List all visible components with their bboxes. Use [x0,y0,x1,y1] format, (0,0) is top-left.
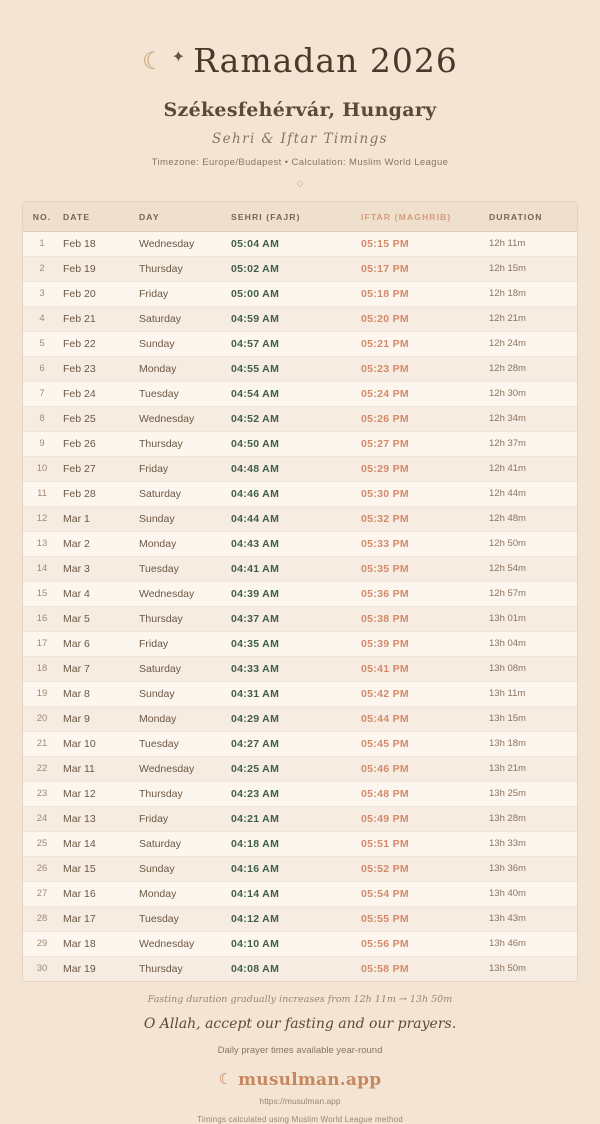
title-row [0,22,600,101]
cell-duration: 12h 18m [489,281,577,306]
cell-sehri: 05:04 AM [231,231,361,256]
table-row [23,481,577,506]
cell-sehri: 04:43 AM [231,531,361,556]
cell-iftar: 05:30 PM [361,481,489,506]
cell-date: Feb 25 [61,406,139,431]
cell-sehri: 04:54 AM [231,381,361,406]
cell-sehri: 04:59 AM [231,306,361,331]
cell-no: 21 [23,731,61,756]
cell-iftar: 05:49 PM [361,806,489,831]
cell-iftar: 05:15 PM [361,231,489,256]
cell-sehri: 04:14 AM [231,881,361,906]
cell-iftar: 05:42 PM [361,681,489,706]
brand-url[interactable]: https://musulman.app [259,1095,341,1106]
table-row [23,731,577,756]
cell-iftar: 05:38 PM [361,606,489,631]
cell-date: Mar 7 [61,656,139,681]
cell-duration: 13h 50m [489,956,577,981]
cell-date: Feb 20 [61,281,139,306]
timezone-calculation-meta: Timezone: Europe/Budapest • Calculation: Muslim World League [151,156,449,168]
table-row [23,706,577,731]
cell-no: 14 [23,556,61,581]
cell-date: Mar 19 [61,956,139,981]
diamond-divider-icon: ◇ [296,177,304,188]
cell-iftar: 05:18 PM [361,281,489,306]
cell-no: 3 [23,281,61,306]
cell-day: Sunday [139,331,231,356]
column-header-no: NO. [23,202,61,232]
cell-duration: 13h 04m [489,631,577,656]
star-icon: ✦ [171,49,186,67]
cell-no: 11 [23,481,61,506]
table-row [23,381,577,406]
cell-sehri: 04:27 AM [231,731,361,756]
cell-no: 18 [23,656,61,681]
cell-sehri: 04:08 AM [231,956,361,981]
cell-sehri: 04:29 AM [231,706,361,731]
cell-iftar: 05:32 PM [361,506,489,531]
table-row [23,931,577,956]
cell-date: Mar 13 [61,806,139,831]
cell-iftar: 05:27 PM [361,431,489,456]
column-header-date: DATE [61,202,139,232]
cell-no: 17 [23,631,61,656]
cell-duration: 12h 37m [489,431,577,456]
cell-no: 29 [23,931,61,956]
table-row [23,906,577,931]
cell-no: 22 [23,756,61,781]
cell-day: Monday [139,881,231,906]
cell-duration: 12h 44m [489,481,577,506]
cell-day: Thursday [139,606,231,631]
cell-duration: 12h 54m [489,556,577,581]
cell-day: Friday [139,631,231,656]
cell-date: Mar 17 [61,906,139,931]
cell-no: 2 [23,256,61,281]
table-row [23,231,577,256]
cell-iftar: 05:41 PM [361,656,489,681]
cell-duration: 12h 21m [489,306,577,331]
cell-day: Saturday [139,306,231,331]
cell-iftar: 05:48 PM [361,781,489,806]
table-row [23,581,577,606]
calculation-method-note: Timings calculated using Muslim World League method [197,1114,403,1124]
table-row [23,856,577,881]
table-row [23,431,577,456]
cell-sehri: 04:46 AM [231,481,361,506]
cell-sehri: 04:39 AM [231,581,361,606]
cell-iftar: 05:35 PM [361,556,489,581]
cell-day: Saturday [139,656,231,681]
cell-sehri: 04:55 AM [231,356,361,381]
cell-day: Monday [139,531,231,556]
cell-no: 1 [23,231,61,256]
cell-duration: 13h 46m [489,931,577,956]
cell-duration: 13h 18m [489,731,577,756]
cell-no: 7 [23,381,61,406]
cell-sehri: 04:44 AM [231,506,361,531]
cell-iftar: 05:45 PM [361,731,489,756]
cell-duration: 13h 01m [489,606,577,631]
table-header [23,202,577,232]
cell-date: Mar 10 [61,731,139,756]
cell-date: Mar 15 [61,856,139,881]
cell-day: Monday [139,356,231,381]
tagline: Sehri & Iftar Timings [212,130,388,147]
cell-iftar: 05:58 PM [361,956,489,981]
page-footer [0,994,600,1124]
cell-date: Feb 23 [61,356,139,381]
cell-day: Wednesday [139,581,231,606]
cell-day: Saturday [139,481,231,506]
cell-duration: 12h 57m [489,581,577,606]
cell-sehri: 04:12 AM [231,906,361,931]
cell-sehri: 04:16 AM [231,856,361,881]
cell-sehri: 04:10 AM [231,931,361,956]
cell-date: Mar 6 [61,631,139,656]
column-header-sehri: SEHRI (FAJR) [231,202,361,232]
cell-date: Mar 1 [61,506,139,531]
cell-date: Mar 4 [61,581,139,606]
cell-sehri: 04:35 AM [231,631,361,656]
cell-no: 12 [23,506,61,531]
cell-sehri: 04:57 AM [231,331,361,356]
cell-duration: 12h 15m [489,256,577,281]
cell-day: Friday [139,281,231,306]
table-row [23,656,577,681]
cell-iftar: 05:46 PM [361,756,489,781]
cell-date: Mar 16 [61,881,139,906]
cell-iftar: 05:44 PM [361,706,489,731]
cell-day: Tuesday [139,381,231,406]
page-header [0,0,600,189]
table-row [23,406,577,431]
cell-duration: 12h 11m [489,231,577,256]
cell-sehri: 04:21 AM [231,806,361,831]
cell-duration: 12h 30m [489,381,577,406]
cell-no: 8 [23,406,61,431]
cell-duration: 13h 15m [489,706,577,731]
cell-no: 27 [23,881,61,906]
table-row [23,681,577,706]
cell-no: 10 [23,456,61,481]
cell-day: Sunday [139,856,231,881]
cell-no: 25 [23,831,61,856]
table-row [23,831,577,856]
page-title: Ramadan 2026 [193,41,458,81]
cell-iftar: 05:24 PM [361,381,489,406]
cell-day: Tuesday [139,906,231,931]
table-body [23,231,577,981]
cell-no: 23 [23,781,61,806]
cell-duration: 13h 11m [489,681,577,706]
cell-date: Feb 21 [61,306,139,331]
table-row [23,331,577,356]
cell-day: Thursday [139,431,231,456]
duration-note: Fasting duration gradually increases from 12h 11m → 13h 50m [147,993,453,1005]
cell-sehri: 05:02 AM [231,256,361,281]
cell-date: Feb 27 [61,456,139,481]
brand-crescent-moon-icon: ☾ [218,1071,233,1089]
cell-no: 15 [23,581,61,606]
table-row [23,356,577,381]
cell-day: Wednesday [139,931,231,956]
column-header-duration: DURATION [489,202,577,232]
cell-sehri: 05:00 AM [231,281,361,306]
cell-duration: 12h 41m [489,456,577,481]
cell-iftar: 05:39 PM [361,631,489,656]
cell-date: Feb 19 [61,256,139,281]
table-row [23,256,577,281]
cell-no: 24 [23,806,61,831]
cell-day: Sunday [139,506,231,531]
cell-sehri: 04:25 AM [231,756,361,781]
cell-iftar: 05:26 PM [361,406,489,431]
cell-duration: 13h 33m [489,831,577,856]
table-row [23,281,577,306]
brand-name[interactable]: musulman.app [238,1069,382,1090]
cell-day: Friday [139,806,231,831]
cell-iftar: 05:29 PM [361,456,489,481]
cell-iftar: 05:55 PM [361,906,489,931]
cell-sehri: 04:23 AM [231,781,361,806]
cell-day: Saturday [139,831,231,856]
table-row [23,756,577,781]
cell-no: 26 [23,856,61,881]
cell-iftar: 05:17 PM [361,256,489,281]
cell-duration: 12h 48m [489,506,577,531]
cell-iftar: 05:56 PM [361,931,489,956]
cell-day: Thursday [139,781,231,806]
table-row [23,456,577,481]
cell-date: Feb 24 [61,381,139,406]
cell-duration: 12h 24m [489,331,577,356]
cell-day: Wednesday [139,406,231,431]
cell-date: Mar 14 [61,831,139,856]
cell-day: Wednesday [139,231,231,256]
cell-no: 6 [23,356,61,381]
cell-no: 9 [23,431,61,456]
cell-date: Mar 2 [61,531,139,556]
cell-day: Thursday [139,956,231,981]
cell-duration: 12h 34m [489,406,577,431]
table-row [23,556,577,581]
cell-sehri: 04:18 AM [231,831,361,856]
table-header-row [23,202,577,232]
cell-no: 20 [23,706,61,731]
cell-no: 28 [23,906,61,931]
dua-text: O Allah, accept our fasting and our prayers. [143,1015,457,1032]
crescent-moon-icon: ☾ [142,48,164,76]
availability-note: Daily prayer times available year-round [217,1044,383,1056]
cell-date: Mar 9 [61,706,139,731]
cell-date: Mar 5 [61,606,139,631]
cell-date: Feb 22 [61,331,139,356]
column-header-day: DAY [139,202,231,232]
cell-duration: 13h 25m [489,781,577,806]
table-row [23,531,577,556]
table-row [23,631,577,656]
table-row [23,506,577,531]
cell-iftar: 05:23 PM [361,356,489,381]
cell-date: Mar 8 [61,681,139,706]
cell-sehri: 04:48 AM [231,456,361,481]
table-row [23,606,577,631]
cell-day: Friday [139,456,231,481]
cell-duration: 12h 50m [489,531,577,556]
cell-no: 4 [23,306,61,331]
cell-duration: 13h 40m [489,881,577,906]
cell-day: Thursday [139,256,231,281]
cell-iftar: 05:20 PM [361,306,489,331]
cell-duration: 13h 28m [489,806,577,831]
cell-sehri: 04:52 AM [231,406,361,431]
cell-no: 30 [23,956,61,981]
cell-iftar: 05:21 PM [361,331,489,356]
cell-date: Mar 11 [61,756,139,781]
cell-sehri: 04:33 AM [231,656,361,681]
cell-no: 13 [23,531,61,556]
cell-iftar: 05:54 PM [361,881,489,906]
table-row [23,956,577,981]
cell-duration: 13h 36m [489,856,577,881]
table-row [23,781,577,806]
cell-no: 5 [23,331,61,356]
timings-table [23,202,577,981]
cell-date: Feb 26 [61,431,139,456]
cell-day: Wednesday [139,756,231,781]
cell-iftar: 05:36 PM [361,581,489,606]
cell-day: Monday [139,706,231,731]
cell-date: Mar 12 [61,781,139,806]
cell-iftar: 05:52 PM [361,856,489,881]
column-header-iftar: IFTAR (MAGHRIB) [361,202,489,232]
table-row [23,306,577,331]
cell-iftar: 05:51 PM [361,831,489,856]
cell-duration: 13h 08m [489,656,577,681]
brand-row[interactable] [0,1070,600,1090]
cell-day: Sunday [139,681,231,706]
table-row [23,881,577,906]
cell-date: Mar 3 [61,556,139,581]
cell-day: Tuesday [139,556,231,581]
cell-sehri: 04:37 AM [231,606,361,631]
cell-sehri: 04:31 AM [231,681,361,706]
cell-date: Feb 18 [61,231,139,256]
cell-duration: 13h 21m [489,756,577,781]
location-subtitle: Székesfehérvár, Hungary [163,98,437,121]
table-row [23,806,577,831]
cell-date: Mar 18 [61,931,139,956]
cell-iftar: 05:33 PM [361,531,489,556]
cell-sehri: 04:41 AM [231,556,361,581]
cell-duration: 13h 43m [489,906,577,931]
cell-sehri: 04:50 AM [231,431,361,456]
cell-date: Feb 28 [61,481,139,506]
cell-duration: 12h 28m [489,356,577,381]
cell-no: 16 [23,606,61,631]
cell-day: Tuesday [139,731,231,756]
cell-no: 19 [23,681,61,706]
timings-table-card [22,201,578,982]
